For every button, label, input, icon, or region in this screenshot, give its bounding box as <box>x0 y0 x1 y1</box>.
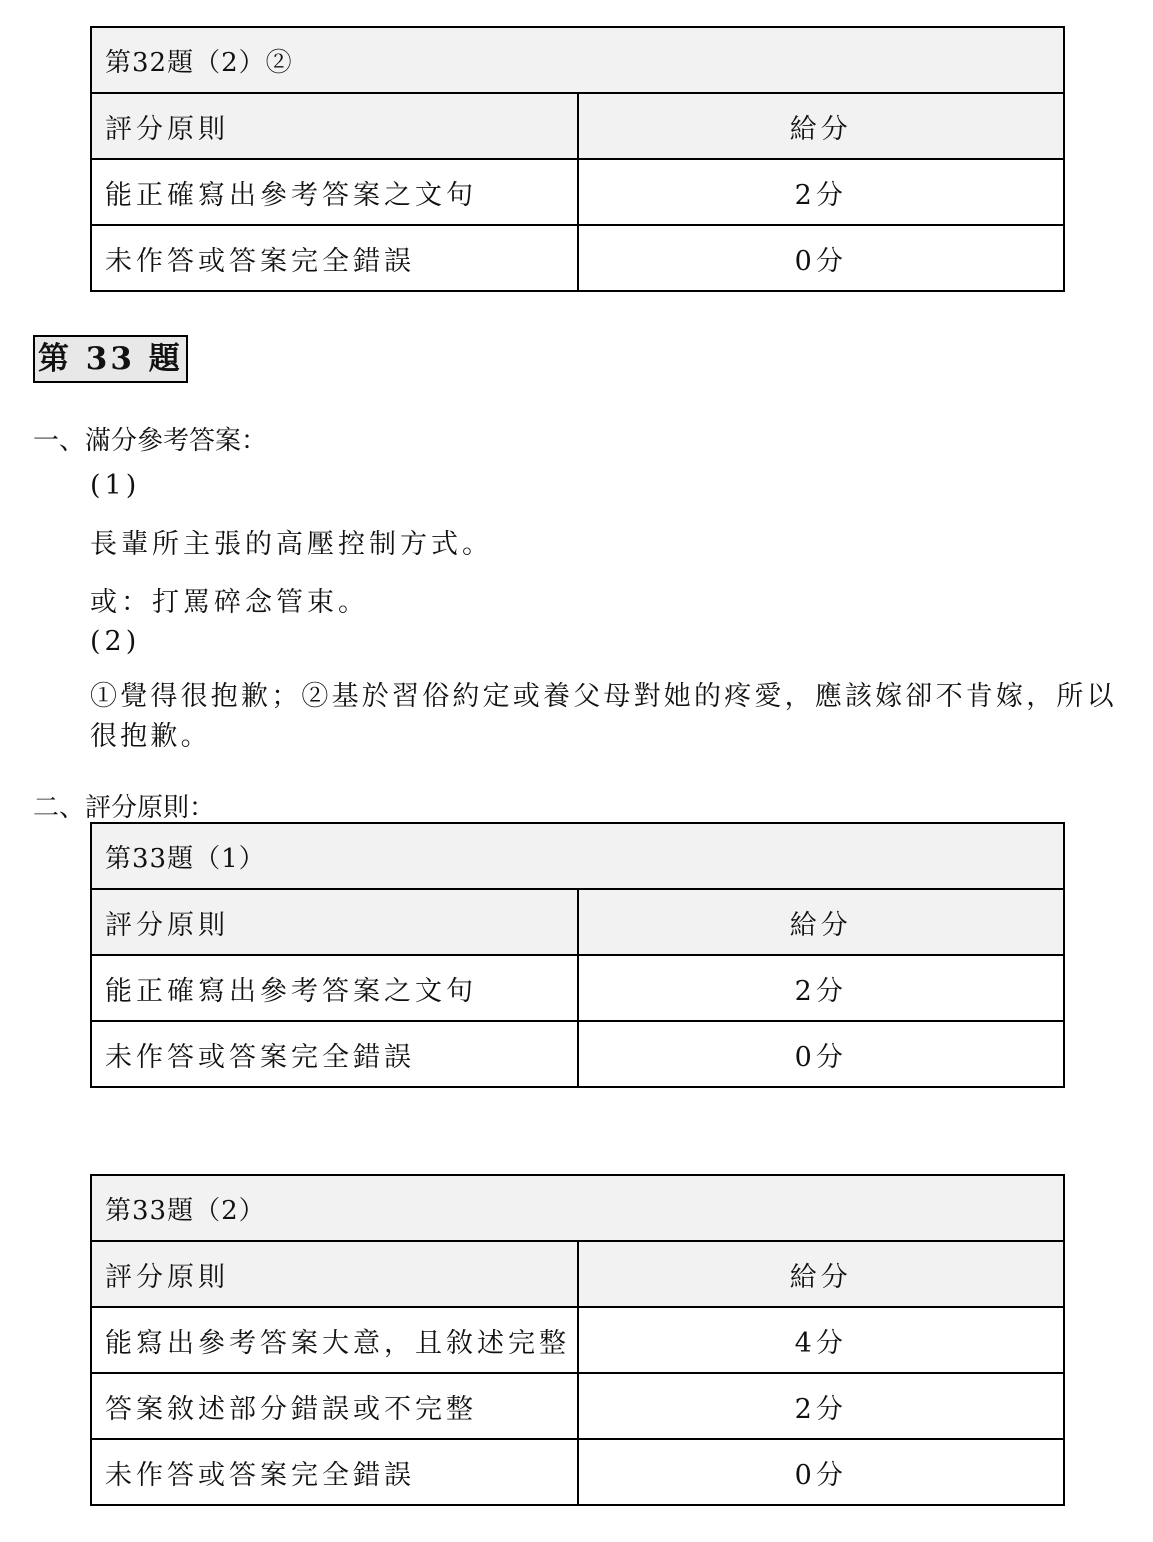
criteria-cell: 未作答或答案完全錯誤 <box>91 1439 578 1505</box>
table-title: 第33題（1） <box>91 823 1064 889</box>
criteria-cell: 未作答或答案完全錯誤 <box>91 225 578 291</box>
score-cell: 0分 <box>578 225 1065 291</box>
score-header: 給分 <box>578 889 1065 955</box>
table-row <box>91 1021 1064 1087</box>
part2-label: (2) <box>90 626 141 657</box>
part1-alternative-answer: 或：打罵碎念管束。 <box>90 587 369 618</box>
part2-answer: ①覺得很抱歉；②基於習俗約定或養父母對她的疼愛，應該嫁卻不肯嫁，所以很抱歉。 <box>90 681 1117 752</box>
table-title: 第32題（2）② <box>91 27 1064 93</box>
criteria-cell: 能正確寫出參考答案之文句 <box>91 159 578 225</box>
question-33-title: 第 33 題 <box>33 335 188 383</box>
criteria-cell: 能正確寫出參考答案之文句 <box>91 955 578 1021</box>
score-cell: 4分 <box>578 1307 1065 1373</box>
score-header: 給分 <box>578 1241 1065 1307</box>
table-title: 第33題（2） <box>91 1175 1064 1241</box>
score-cell: 2分 <box>578 955 1065 1021</box>
criteria-header: 評分原則 <box>91 93 578 159</box>
criteria-cell: 能寫出參考答案大意，且敘述完整 <box>91 1307 578 1373</box>
rubric-table-33-1 <box>90 822 1065 1088</box>
score-cell: 0分 <box>578 1021 1065 1087</box>
table-row <box>91 159 1064 225</box>
rubric-table-33-2 <box>90 1174 1065 1506</box>
criteria-header: 評分原則 <box>91 1241 578 1307</box>
score-header: 給分 <box>578 93 1065 159</box>
section-criteria-label: 二、評分原則： <box>33 793 216 823</box>
table-row <box>91 1439 1064 1505</box>
score-cell: 0分 <box>578 1439 1065 1505</box>
table-row <box>91 955 1064 1021</box>
criteria-header: 評分原則 <box>91 889 578 955</box>
criteria-cell: 答案敘述部分錯誤或不完整 <box>91 1373 578 1439</box>
table-row <box>91 225 1064 291</box>
criteria-cell: 未作答或答案完全錯誤 <box>91 1021 578 1087</box>
part1-answer: 長輩所主張的高壓控制方式。 <box>90 529 493 560</box>
section-answer-label: 一、滿分參考答案： <box>33 426 268 456</box>
table-row <box>91 1373 1064 1439</box>
score-cell: 2分 <box>578 1373 1065 1439</box>
rubric-table-32-2-2 <box>90 26 1065 292</box>
score-cell: 2分 <box>578 159 1065 225</box>
table-row <box>91 1307 1064 1373</box>
part1-label: (1) <box>90 470 141 501</box>
